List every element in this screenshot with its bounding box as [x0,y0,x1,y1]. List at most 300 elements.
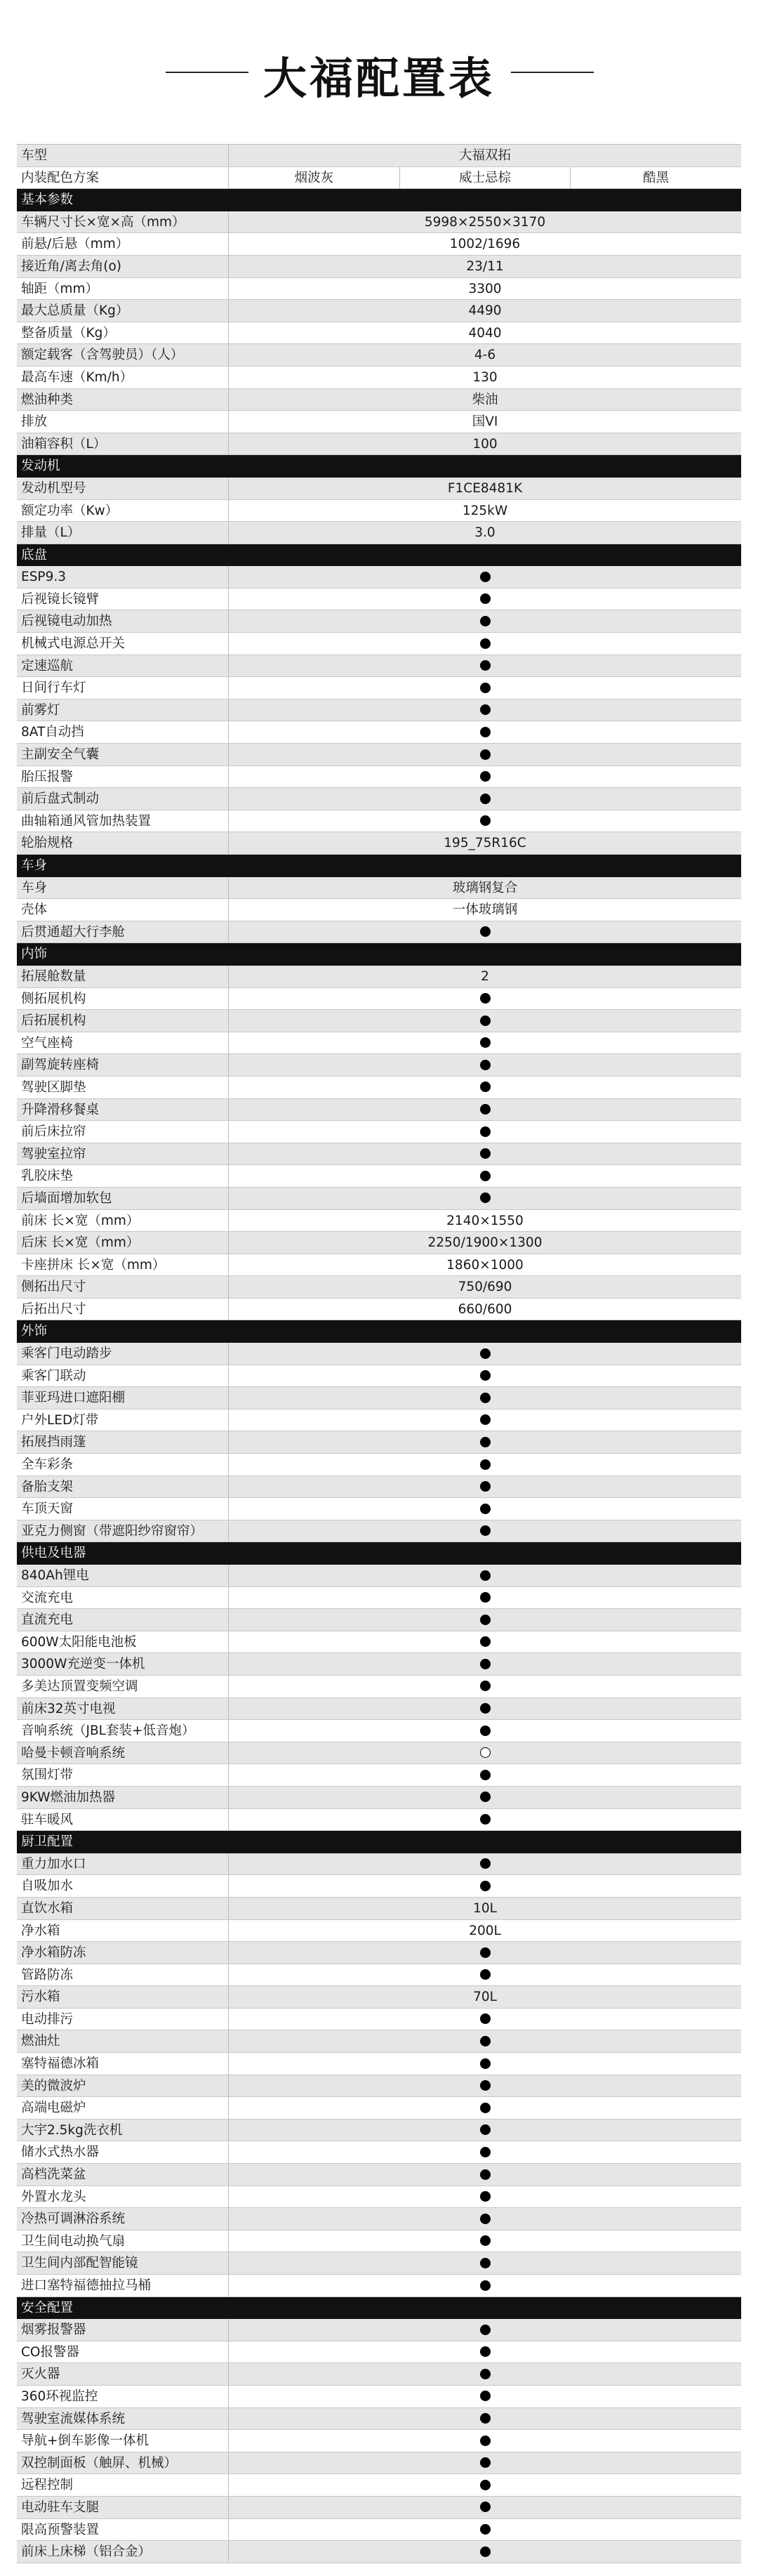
section-header [17,544,741,567]
table-row [17,1964,741,1987]
table-row [17,1787,741,1809]
table-row [17,1565,741,1587]
standard-mark-icon [480,1370,491,1381]
table-row [17,2474,741,2497]
table-row [17,322,741,345]
row-value [229,1409,741,1431]
standard-mark-icon [480,2124,491,2135]
table-row [17,1343,741,1365]
standard-mark-icon [480,1414,491,1425]
table-row [17,766,741,789]
table-row [17,300,741,322]
row-value [229,1077,741,1098]
table-row [17,1077,741,1099]
table-row [17,433,741,456]
standard-mark-icon [480,2391,491,2401]
table-row [17,1898,741,1920]
standard-mark-icon [480,1703,491,1714]
row-value: F1CE8481K [447,480,523,496]
row-value [229,1498,741,1520]
row-label: 亚克力侧窗（带遮阳纱帘窗帘） [17,1520,229,1542]
row-value [229,2230,741,2252]
row-value: 660/600 [458,1301,512,1317]
row-value [229,921,741,943]
table-row [17,1010,741,1032]
standard-mark-icon [480,1104,491,1115]
standard-mark-icon [480,2502,491,2512]
table-row [17,2120,741,2142]
row-label: 燃油灶 [17,2030,229,2052]
table-row [17,1210,741,1233]
standard-mark-icon [480,727,491,737]
row-label: 安全配置 [21,2300,74,2315]
row-value [229,1387,741,1409]
standard-mark-icon [480,1770,491,1780]
section-header [17,189,741,211]
standard-mark-icon [480,2235,491,2246]
row-label: 交流充电 [17,1587,229,1609]
row-label: 胎压报警 [17,766,229,788]
row-label: 内饰 [21,947,48,962]
row-label: 8AT自动挡 [17,721,229,743]
row-label: 拓展舱数量 [17,966,229,987]
row-value [229,1631,741,1653]
row-label: 限高预警装置 [17,2519,229,2541]
row-label: 灭火器 [17,2363,229,2385]
row-value [229,810,741,832]
row-value [229,1121,741,1143]
row-value [229,633,741,655]
row-label: 升降滑移餐桌 [17,1099,229,1121]
standard-mark-icon [480,1016,491,1026]
row-value [229,566,741,588]
row-label: 360环视监控 [17,2386,229,2407]
row-label: 后床 长×宽（mm） [17,1232,229,1254]
row-label: 双控制面板（触屏、机械） [17,2452,229,2474]
table-row [17,1498,741,1520]
table-row [17,1520,741,1543]
row-value [229,2030,741,2052]
row-label: 外饰 [21,1324,48,1339]
table-row [17,744,741,766]
row-value [229,988,741,1010]
row-label: 车顶天窗 [17,1498,229,1520]
table-row [17,1875,741,1898]
table-row [17,1609,741,1631]
row-value [229,677,741,699]
table-row [17,1809,741,1832]
row-label: 额定功率（Kw） [17,500,229,522]
standard-mark-icon [480,2524,491,2535]
standard-mark-icon [480,1393,491,1403]
row-value: 125kW [462,503,508,518]
table-row [17,589,741,611]
table-row [17,1054,741,1077]
row-value [229,2363,741,2385]
row-value: 2 [481,968,489,984]
row-label: 重力加水口 [17,1853,229,1875]
row-value [229,610,741,632]
table-row [17,2186,741,2209]
row-value [229,2474,741,2496]
config-table [17,144,741,2563]
standard-mark-icon [480,749,491,760]
row-value: 国VI [472,414,498,430]
row-value [229,1653,741,1675]
table-row [17,167,741,190]
table-row [17,677,741,699]
table-row [17,2030,741,2053]
row-value [229,1099,741,1121]
standard-mark-icon [480,1792,491,1802]
table-row [17,1099,741,1122]
standard-mark-icon [480,1947,491,1958]
table-row [17,2230,741,2253]
row-value [229,1143,741,1165]
row-value: 200L [469,1923,501,1938]
row-label: 直饮水箱 [17,1898,229,1919]
table-row [17,2497,741,2519]
table-row [17,367,741,389]
table-row [17,411,741,433]
standard-mark-icon [480,616,491,626]
row-value [229,1032,741,1054]
table-row [17,1365,741,1388]
row-value: 4490 [468,303,502,319]
table-row [17,478,741,500]
row-label: 轮胎规格 [17,832,229,854]
table-row [17,1165,741,1188]
row-value [229,1609,741,1631]
row-value: 柴油 [472,392,498,407]
row-label: 9KW燃油加热器 [17,1787,229,1808]
table-row [17,211,741,234]
row-label: 外置水龙头 [17,2186,229,2208]
row-value [229,589,741,610]
standard-mark-icon [480,2436,491,2446]
standard-mark-icon [480,1636,491,1647]
standard-mark-icon [480,1681,491,1691]
row-label: 卫生间电动换气扇 [17,2230,229,2252]
row-label: 接近角/离去角(o) [17,256,229,277]
row-label: 驾驶区脚垫 [17,1077,229,1098]
standard-mark-icon [480,1437,491,1447]
row-value [229,2075,741,2097]
standard-mark-icon [480,1570,491,1581]
row-value [229,2208,741,2230]
row-value [229,1454,741,1476]
row-label: 驾驶室流媒体系统 [17,2408,229,2430]
standard-mark-icon [480,704,491,715]
row-value: 玻璃钢复合 [452,880,518,895]
standard-mark-icon [480,2103,491,2113]
standard-mark-icon [480,2058,491,2069]
row-value [229,1365,741,1387]
section-header [17,855,741,877]
table-row [17,1698,741,1721]
row-label: 空气座椅 [17,1032,229,1054]
table-row [17,966,741,988]
row-value [229,2164,741,2186]
row-label: 户外LED灯带 [17,1409,229,1431]
row-value [229,1010,741,1032]
row-value [229,1742,741,1764]
standard-mark-icon [480,1037,491,1048]
table-row [17,2097,741,2120]
row-label: 拓展挡雨篷 [17,1431,229,1453]
row-label: 侧拓展机构 [17,988,229,1010]
standard-mark-icon [480,1348,491,1359]
standard-mark-icon [480,771,491,782]
table-row [17,655,741,678]
row-value: 10L [473,1900,497,1916]
row-label: 后拓展机构 [17,1010,229,1032]
table-row [17,389,741,412]
standard-mark-icon [480,572,491,582]
section-header [17,2297,741,2320]
row-value [229,1343,741,1365]
row-value [229,2541,741,2563]
row-label: 燃油种类 [17,389,229,411]
standard-mark-icon [480,660,491,671]
standard-mark-icon [480,2080,491,2091]
row-label: 净水箱 [17,1920,229,1942]
table-row [17,1631,741,1654]
row-label: 侧拓出尺寸 [17,1276,229,1298]
table-row [17,1143,741,1166]
row-label: 驾驶室拉帘 [17,1143,229,1165]
row-label: 主副安全气囊 [17,744,229,765]
standard-mark-icon [480,683,491,693]
row-label: 音响系统（JBL套装+低音炮） [17,1720,229,1742]
row-value: 3.0 [474,525,496,541]
row-label: 最大总质量（Kg） [17,300,229,322]
row-value [229,2252,741,2274]
row-label: 乘客门电动踏步 [17,1343,229,1365]
row-label: 塞特福德冰箱 [17,2053,229,2075]
row-value [229,167,741,189]
row-value [229,2053,741,2075]
standard-mark-icon [480,1504,491,1514]
row-label: 高端电磁炉 [17,2097,229,2119]
row-value [229,1188,741,1209]
row-value [229,1720,741,1742]
row-label: 油箱容积（L） [17,433,229,455]
row-label: 管路防冻 [17,1964,229,1986]
table-row [17,1409,741,1432]
table-row [17,500,741,523]
standard-mark-icon [480,2280,491,2291]
row-label: 供电及电器 [21,1546,86,1561]
standard-mark-icon [480,2480,491,2490]
row-value: 大福双拓 [458,148,511,163]
standard-mark-icon [480,1481,491,1492]
row-label: 净水箱防冻 [17,1942,229,1964]
row-label: 发动机型号 [17,478,229,499]
table-row [17,1476,741,1499]
row-value: 4040 [468,325,502,341]
row-value [229,2341,741,2363]
standard-mark-icon [480,2214,491,2224]
row-label: 厨卫配置 [21,1834,74,1850]
standard-mark-icon [480,2169,491,2180]
row-value [229,744,741,765]
row-value: 70L [473,1990,497,2005]
row-label: 840Ah锂电 [17,1565,229,1586]
row-value: 1860×1000 [446,1257,524,1273]
row-value [229,2319,741,2341]
standard-mark-icon [480,1192,491,1203]
row-value [229,766,741,788]
row-label: 前床32英寸电视 [17,1698,229,1720]
row-label: 乘客门联动 [17,1365,229,1387]
row-label: 曲轴箱通风管加热装置 [17,810,229,832]
row-value: 130 [472,369,498,385]
standard-mark-icon [480,2413,491,2424]
row-label: 日间行车灯 [17,677,229,699]
row-label: 车辆尺寸长×宽×高（mm） [17,211,229,233]
row-value [229,2519,741,2541]
row-label: 后视镜电动加热 [17,610,229,632]
table-row [17,256,741,278]
row-label: 前雾灯 [17,699,229,721]
row-label: 后视镜长镜臂 [17,589,229,610]
row-label: 后贯通超大行李舱 [17,921,229,943]
standard-mark-icon [480,1171,491,1181]
row-label: 高档洗菜盆 [17,2164,229,2186]
standard-mark-icon [480,1881,491,1891]
table-row [17,1653,741,1676]
standard-mark-icon [480,2013,491,2024]
row-value [229,2120,741,2141]
row-value [229,1520,741,1542]
row-label: 电动驻车支腿 [17,2497,229,2518]
table-row [17,2141,741,2164]
table-row [17,921,741,944]
row-label: 排量（L） [17,522,229,544]
row-label: 发动机 [21,459,60,474]
row-value: 4-6 [474,348,496,363]
row-label: 副驾旋转座椅 [17,1054,229,1076]
table-row [17,1431,741,1454]
standard-mark-icon [480,815,491,826]
table-row [17,1920,741,1943]
row-value [229,2430,741,2452]
table-row [17,1299,741,1321]
standard-mark-icon [480,2036,491,2046]
row-label: 全车彩条 [17,1454,229,1476]
row-label: 后墙面增加软包 [17,1188,229,1209]
row-label: 卫生间内部配智能镜 [17,2252,229,2274]
table-row [17,2519,741,2542]
table-row [17,2319,741,2341]
color-option: 威士忌棕 [399,167,571,189]
row-label: 机械式电源总开关 [17,633,229,655]
table-row [17,1853,741,1876]
section-header [17,943,741,966]
row-value [229,2452,741,2474]
row-label: 污水箱 [17,1986,229,2008]
row-value [229,2009,741,2030]
row-value [229,2097,741,2119]
table-row [17,2408,741,2431]
row-label: 导航+倒车影像一体机 [17,2430,229,2452]
row-label: 美的微波炉 [17,2075,229,2097]
standard-mark-icon [480,2369,491,2379]
row-label: 乳胶床垫 [17,1165,229,1187]
table-row [17,2363,741,2386]
row-label: 前悬/后悬（mm） [17,233,229,255]
section-header [17,1831,741,1853]
table-row [17,2275,741,2297]
row-label: 额定载客（含驾驶员）（人） [17,344,229,366]
table-row [17,988,741,1011]
row-label: 远程控制 [17,2474,229,2496]
row-value [229,1964,741,1986]
table-row [17,2252,741,2275]
table-row [17,633,741,655]
section-header [17,1320,741,1343]
section-header [17,1542,741,1565]
row-value: 5998×2550×3170 [424,214,546,230]
row-label: 定速巡航 [17,655,229,677]
standard-mark-icon [480,794,491,804]
row-label: 多美达顶置变频空调 [17,1676,229,1697]
table-row [17,1764,741,1787]
standard-mark-icon [480,1459,491,1470]
table-row [17,610,741,633]
standard-mark-icon [480,1148,491,1159]
row-value: 3300 [468,281,502,296]
row-label: 储水式热水器 [17,2141,229,2163]
standard-mark-icon [480,2147,491,2157]
table-row [17,2386,741,2408]
title-divider-right [511,72,594,73]
row-value [229,2408,741,2430]
row-label: 驻车暖风 [17,1809,229,1831]
row-label: 氛围灯带 [17,1764,229,1786]
row-value [229,1676,741,1697]
row-label: 进口塞特福德抽拉马桶 [17,2275,229,2296]
standard-mark-icon [480,1525,491,1536]
row-value [229,1476,741,1498]
table-row [17,810,741,833]
table-row [17,2009,741,2031]
row-label: CO报警器 [17,2341,229,2363]
row-label: 烟雾报警器 [17,2319,229,2341]
optional-mark-icon [480,1747,491,1758]
row-value [229,1565,741,1586]
table-row [17,2341,741,2364]
row-value [229,2275,741,2296]
page-title: 大福配置表 [262,53,495,104]
row-value [229,1698,741,1720]
row-label: 备胎支架 [17,1476,229,1498]
row-label: 排放 [17,411,229,433]
row-label: 内装配色方案 [17,167,229,189]
row-label: 哈曼卡顿音响系统 [17,1742,229,1764]
table-row [17,566,741,589]
standard-mark-icon [480,1858,491,1869]
color-option: 烟波灰 [294,170,334,185]
row-label: 前后盘式制动 [17,788,229,810]
row-value [229,2386,741,2407]
row-value [229,788,741,810]
row-label: 前后床拉帘 [17,1121,229,1143]
table-row [17,2452,741,2475]
row-label: 600W太阳能电池板 [17,1631,229,1653]
section-header [17,455,741,478]
